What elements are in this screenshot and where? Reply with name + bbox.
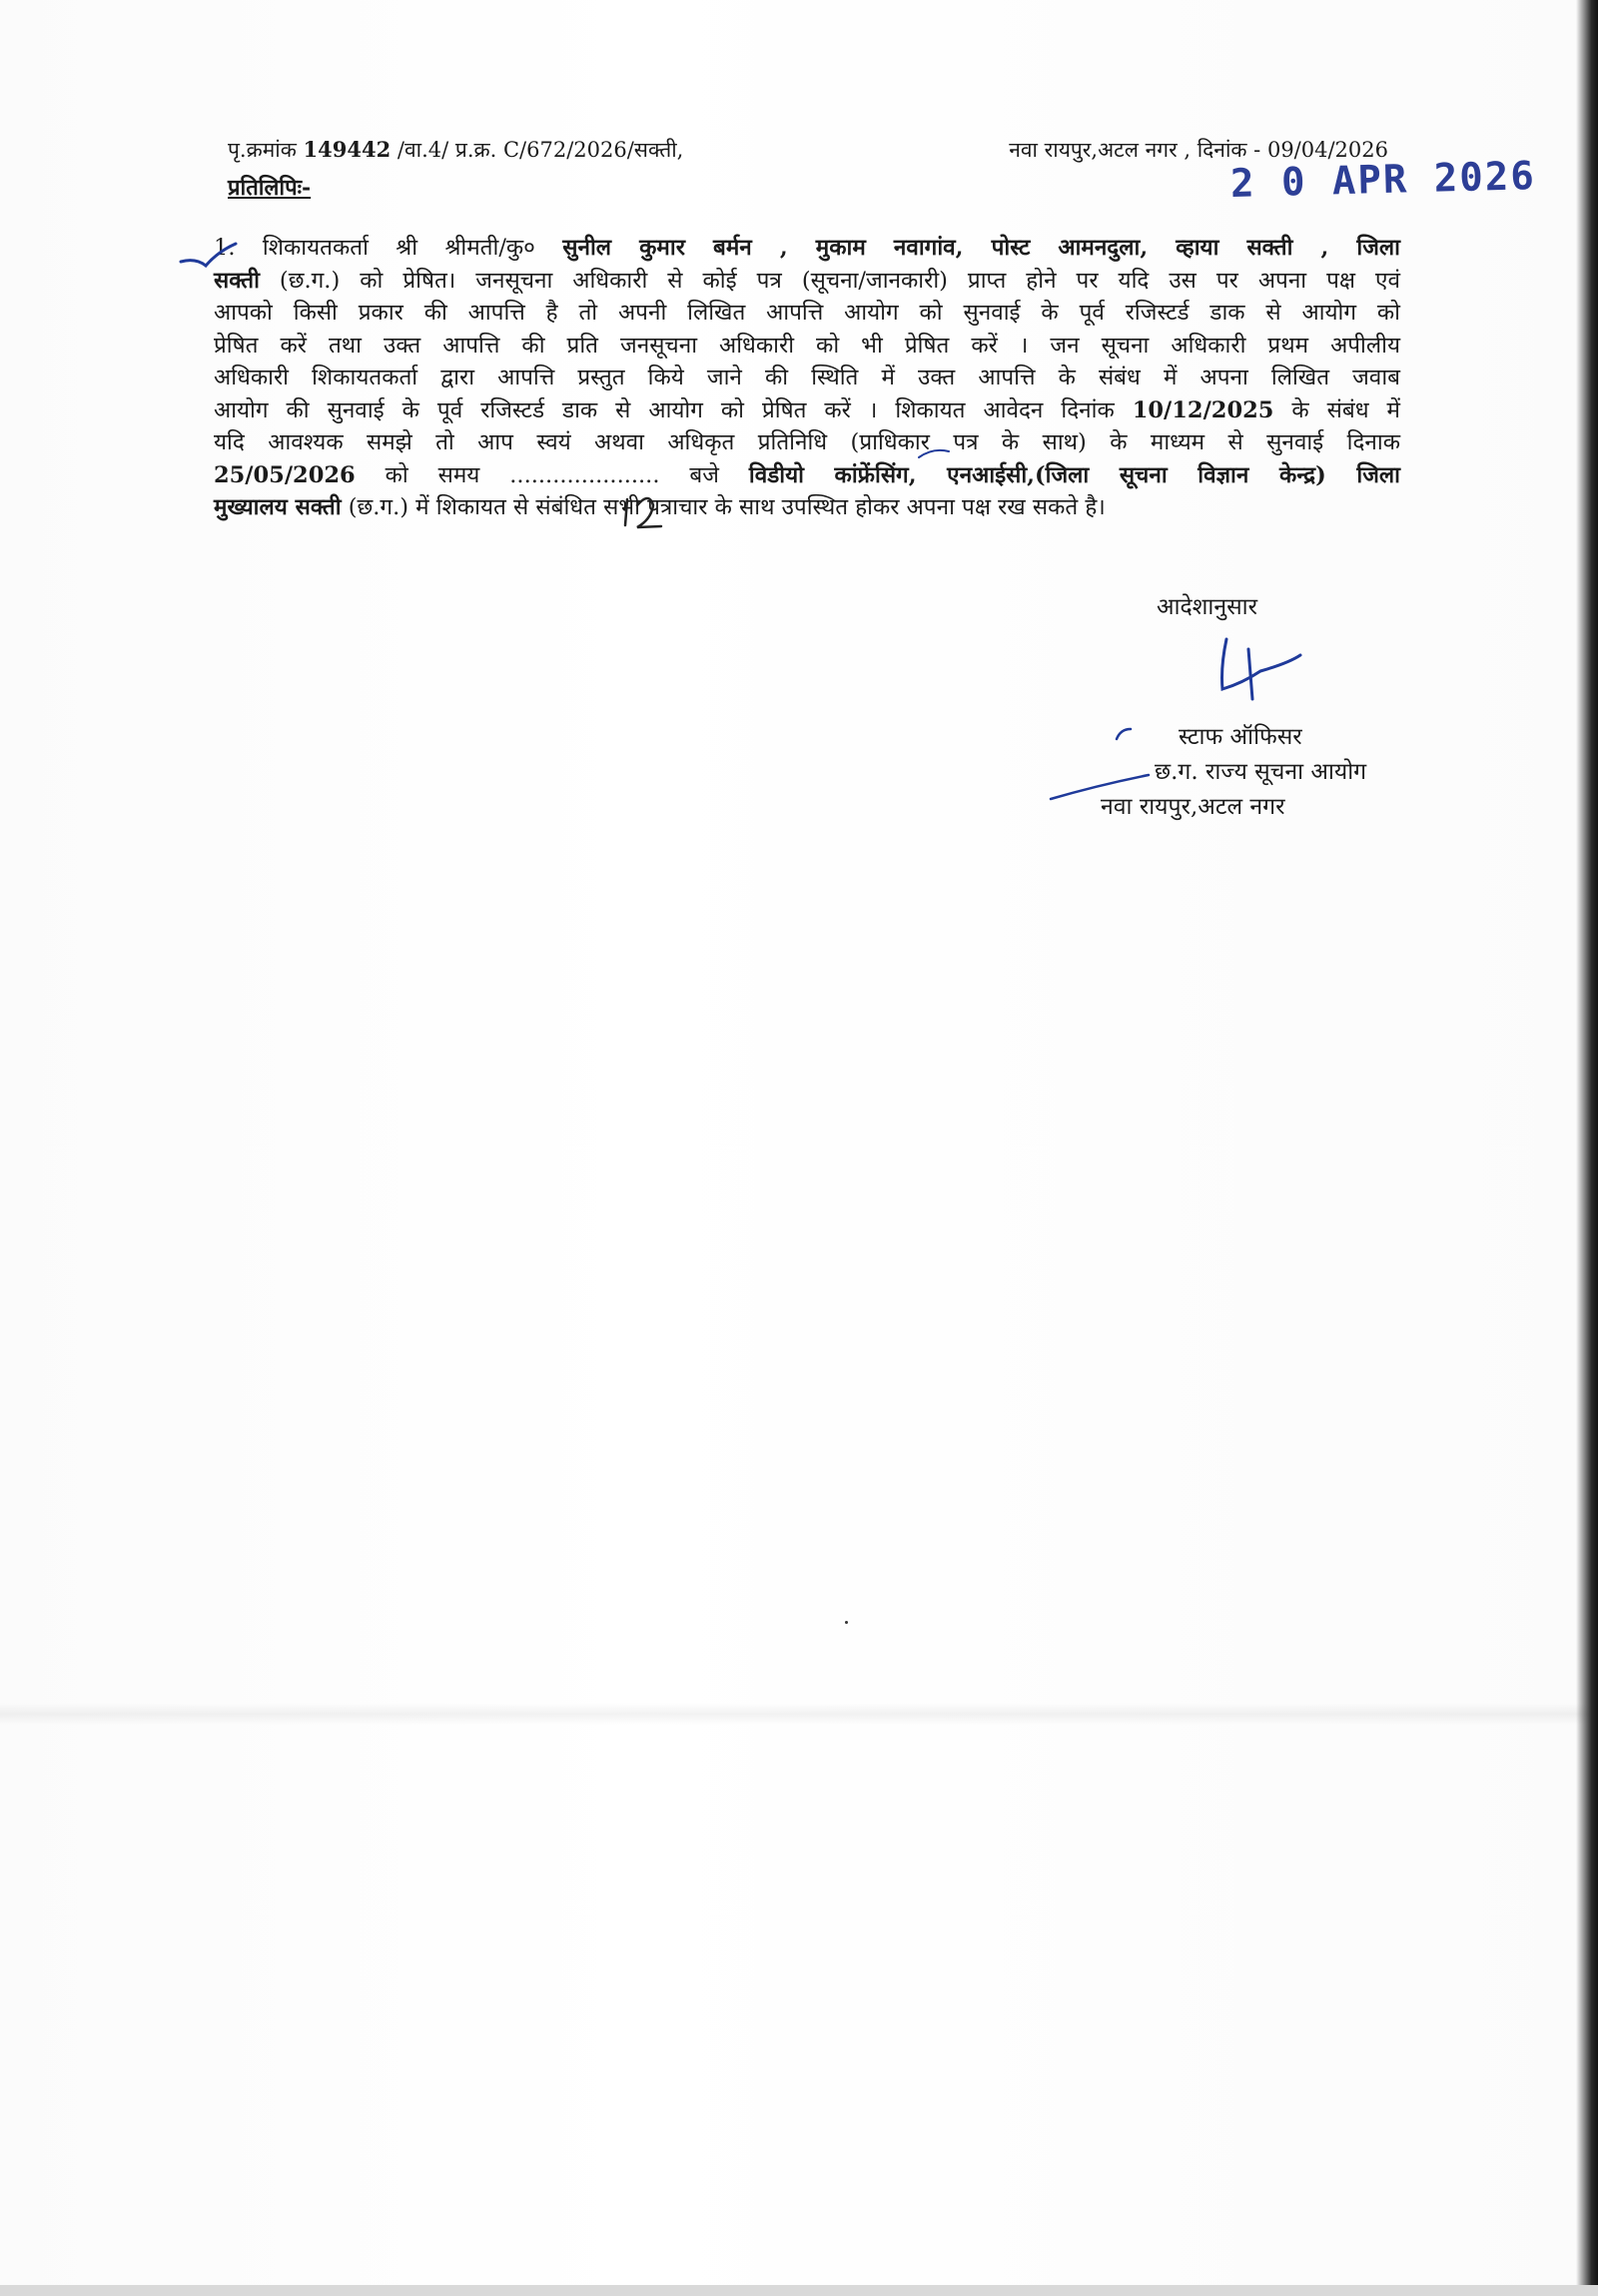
- time-blank: .....................: [509, 461, 660, 488]
- paragraph-line-1: 1. शिकायतकर्ता श्री श्रीमती/कु० सुनील कुमार बर्मन , मुकाम नवागांव, पोस्ट आमनदुला, व्हाया सक्ती , जिला: [214, 235, 1400, 261]
- ref-number: 149442: [303, 137, 392, 162]
- officer-designation: स्टाफ ऑफिसर: [1179, 724, 1302, 750]
- received-date-stamp: 2 0 APR 2026: [1229, 154, 1537, 207]
- place-and-date: नवा रायपुर,अटल नगर , दिनांक - 09/04/2026: [1009, 138, 1388, 162]
- paragraph-line-4: प्रेषित करें तथा उक्त आपत्ति की प्रति जनसूचना अधिकारी को भी प्रेषित करें । जन सूचना अधिकारी प्रथम अपीलीय: [214, 332, 1400, 359]
- paragraph-line-8: 25/05/2026 को समय ..................... बजे विडीयो कांफ्रेंसिंग, एनआईसी,(जिला सूचना विज्ञान केन्द्र) जिला: [214, 461, 1400, 488]
- paragraph-line-6: आयोग की सुनवाई के पूर्व रजिस्टर्ड डाक से आयोग को प्रेषित करें । शिकायत आवेदन दिनांक 10/12/2025 के संबंध में: [214, 396, 1400, 423]
- commission-name: छ.ग. राज्य सूचना आयोग: [1155, 759, 1367, 785]
- paragraph-line-5: अधिकारी शिकायतकर्ता द्वारा आपत्ति प्रस्तुत किये जाने की स्थिति में उक्त आपत्ति के संबंध में अपना लिखित जवाब: [214, 365, 1400, 390]
- paragraph-line-7: यदि आवश्यक समझे तो आप स्वयं अथवा अधिकृत प्रतिनिधि (प्राधिकार पत्र के साथ) के माध्यम से सुनवाई दिनाक: [214, 429, 1400, 455]
- copy-heading: प्रतिलिपिः-: [228, 175, 312, 201]
- paper-fold-crease: [0, 1703, 1598, 1725]
- notice-paragraph: [214, 232, 1400, 524]
- scan-edge-shadow: [1576, 0, 1598, 2296]
- office-place: नवा रायपुर,अटल नगर: [1101, 794, 1285, 820]
- paragraph-line-9: मुख्यालय सक्ती (छ.ग.) में शिकायत से संबंधित सभी पत्राचार के साथ उपस्थित होकर अपना पक्ष रख सकते है।: [214, 494, 1106, 520]
- paragraph-line-3: आपको किसी प्रकार की आपत्ति है तो अपनी लिखित आपत्ति आयोग को सुनवाई के पूर्व रजिस्टर्ड डाक से आयोग को: [214, 300, 1400, 326]
- by-order-text: आदेशानुसार: [1157, 594, 1257, 620]
- ref-rest: /वा.4/ प्र.क्र. C/672/2026/सक्ती,: [391, 138, 684, 162]
- paragraph-line-2: सक्ती (छ.ग.) को प्रेषित। जनसूचना अधिकारी से कोई पत्र (सूचना/जानकारी) प्राप्त होने पर यदि उस पर अपना पक्ष एवं: [214, 267, 1400, 294]
- ref-prefix: पृ.क्रमांक: [228, 138, 304, 162]
- reference-number: [228, 134, 683, 166]
- stray-dot: [845, 1621, 848, 1624]
- scan-bottom-edge: [0, 2285, 1598, 2296]
